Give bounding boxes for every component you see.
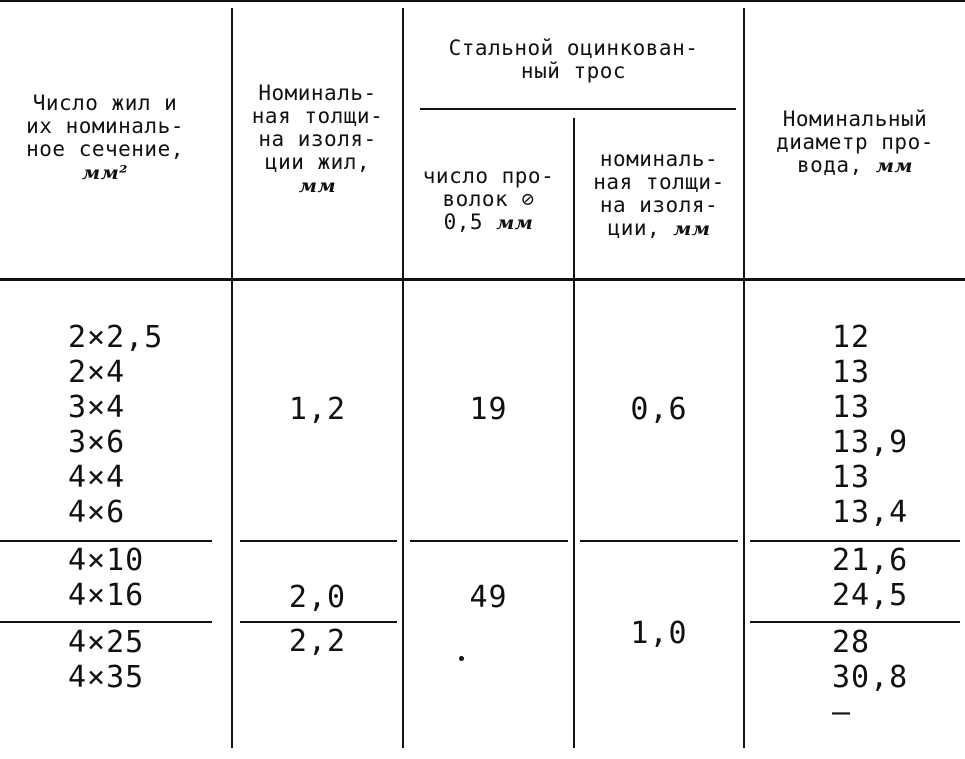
cores-value: 4×35 (68, 660, 145, 695)
cores-list-group-2 (68, 543, 144, 613)
cores-list-group-1 (68, 320, 163, 530)
header-diameter-line-2: диаметр про- (776, 130, 934, 154)
header-insulation-line-2: ная толщи- (251, 104, 384, 128)
diameter-value: 13 (832, 355, 871, 390)
header-cable-insulation-prefix: ции, (607, 216, 674, 240)
cores-value: 4×6 (68, 495, 126, 530)
group-sep-insulation-1 (240, 540, 397, 542)
col-divider-2 (402, 8, 404, 748)
group-sep-cores-2 (0, 621, 212, 623)
header-wire-count-line-2: волок ⊘ (442, 187, 535, 211)
header-diameter-prefix: вода, (797, 153, 876, 177)
cores-value: 3×4 (68, 390, 126, 425)
insulation-group-2: 2,0 (288, 580, 347, 615)
header-insulation-line-3: на изоля- (258, 127, 377, 151)
cores-value: 4×25 (68, 625, 145, 660)
diameter-value: 13,4 (832, 495, 909, 530)
header-cores-unit: мм² (82, 162, 128, 184)
cores-value: 3×6 (68, 425, 126, 460)
stray-dot (459, 656, 464, 661)
cable-insulation-group-1: 0,6 (630, 392, 688, 427)
diameter-value: 13 (832, 390, 871, 425)
header-cable-group-line-1: Стальной оцинкован- (448, 36, 699, 60)
header-insulation (233, 82, 402, 198)
group-sep-cores-1 (0, 540, 212, 542)
header-diameter (745, 108, 965, 178)
diameter-value: 21,6 (832, 543, 909, 578)
cores-value: 4×4 (68, 460, 126, 495)
header-cable-group-line-2: ный трос (520, 59, 627, 83)
diameter-value: 13 (832, 460, 871, 495)
cable-insulation-group-2: 1,0 (630, 616, 688, 651)
cores-value: 2×2,5 (68, 320, 164, 355)
table-top-border (0, 0, 965, 2)
insulation-group-1: 1,2 (288, 392, 347, 427)
group-sep-wirecount-1 (410, 540, 568, 542)
header-insulation-line-1: Номиналь- (258, 81, 377, 105)
header-diameter-line-1: Номинальный (782, 107, 928, 131)
header-insulation-line-4: ции жил, (264, 150, 371, 174)
cores-value: 4×10 (68, 543, 145, 578)
cores-value: 2×4 (68, 355, 126, 390)
header-wire-count-unit: мм (496, 212, 534, 234)
diameter-value: 28 (832, 625, 871, 660)
diameter-value: 30,8 (832, 660, 909, 695)
header-cores (0, 92, 210, 185)
group-sep-diameter-1 (750, 540, 960, 542)
header-cable-insulation-unit: мм (673, 218, 711, 240)
header-wire-count-line-1: число про- (422, 164, 555, 188)
diameter-value: 13,9 (832, 425, 909, 460)
header-diameter-unit: мм (875, 155, 913, 177)
diameter-list-group-1 (832, 320, 908, 530)
insulation-group-3: 2,2 (288, 624, 347, 659)
diameter-list-group-2 (832, 543, 908, 613)
header-cores-line-2: их номиналь- (26, 114, 184, 138)
header-insulation-unit: мм (298, 175, 337, 197)
group-sep-cableins-1 (580, 540, 738, 542)
header-cores-line-1: Число жил и (32, 91, 178, 115)
header-cores-line-3: ное сечение, (26, 137, 184, 161)
header-bottom-rule (0, 278, 965, 281)
wire-count-group-2: 49 (469, 580, 508, 615)
diameter-value: 12 (832, 320, 871, 355)
cores-value: 4×16 (68, 578, 145, 613)
header-wire-count (404, 165, 573, 235)
header-cable-group (404, 37, 743, 83)
diameter-list-group-3 (832, 625, 908, 730)
diameter-value: 24,5 (832, 578, 909, 613)
diameter-value: — (832, 695, 852, 730)
header-wire-count-prefix: 0,5 (443, 210, 497, 234)
cores-list-group-3 (68, 625, 144, 695)
wire-count-group-1: 19 (469, 392, 508, 427)
group-sep-diameter-2 (750, 621, 960, 623)
header-cable-insulation-line-1: номиналь- (599, 147, 719, 171)
header-cable-insulation (575, 148, 743, 241)
cable-group-rule (420, 108, 736, 110)
header-cable-insulation-line-2: ная толщи- (593, 170, 725, 194)
group-sep-insulation-2 (240, 621, 397, 623)
header-cable-insulation-line-3: на изоля- (599, 193, 719, 217)
